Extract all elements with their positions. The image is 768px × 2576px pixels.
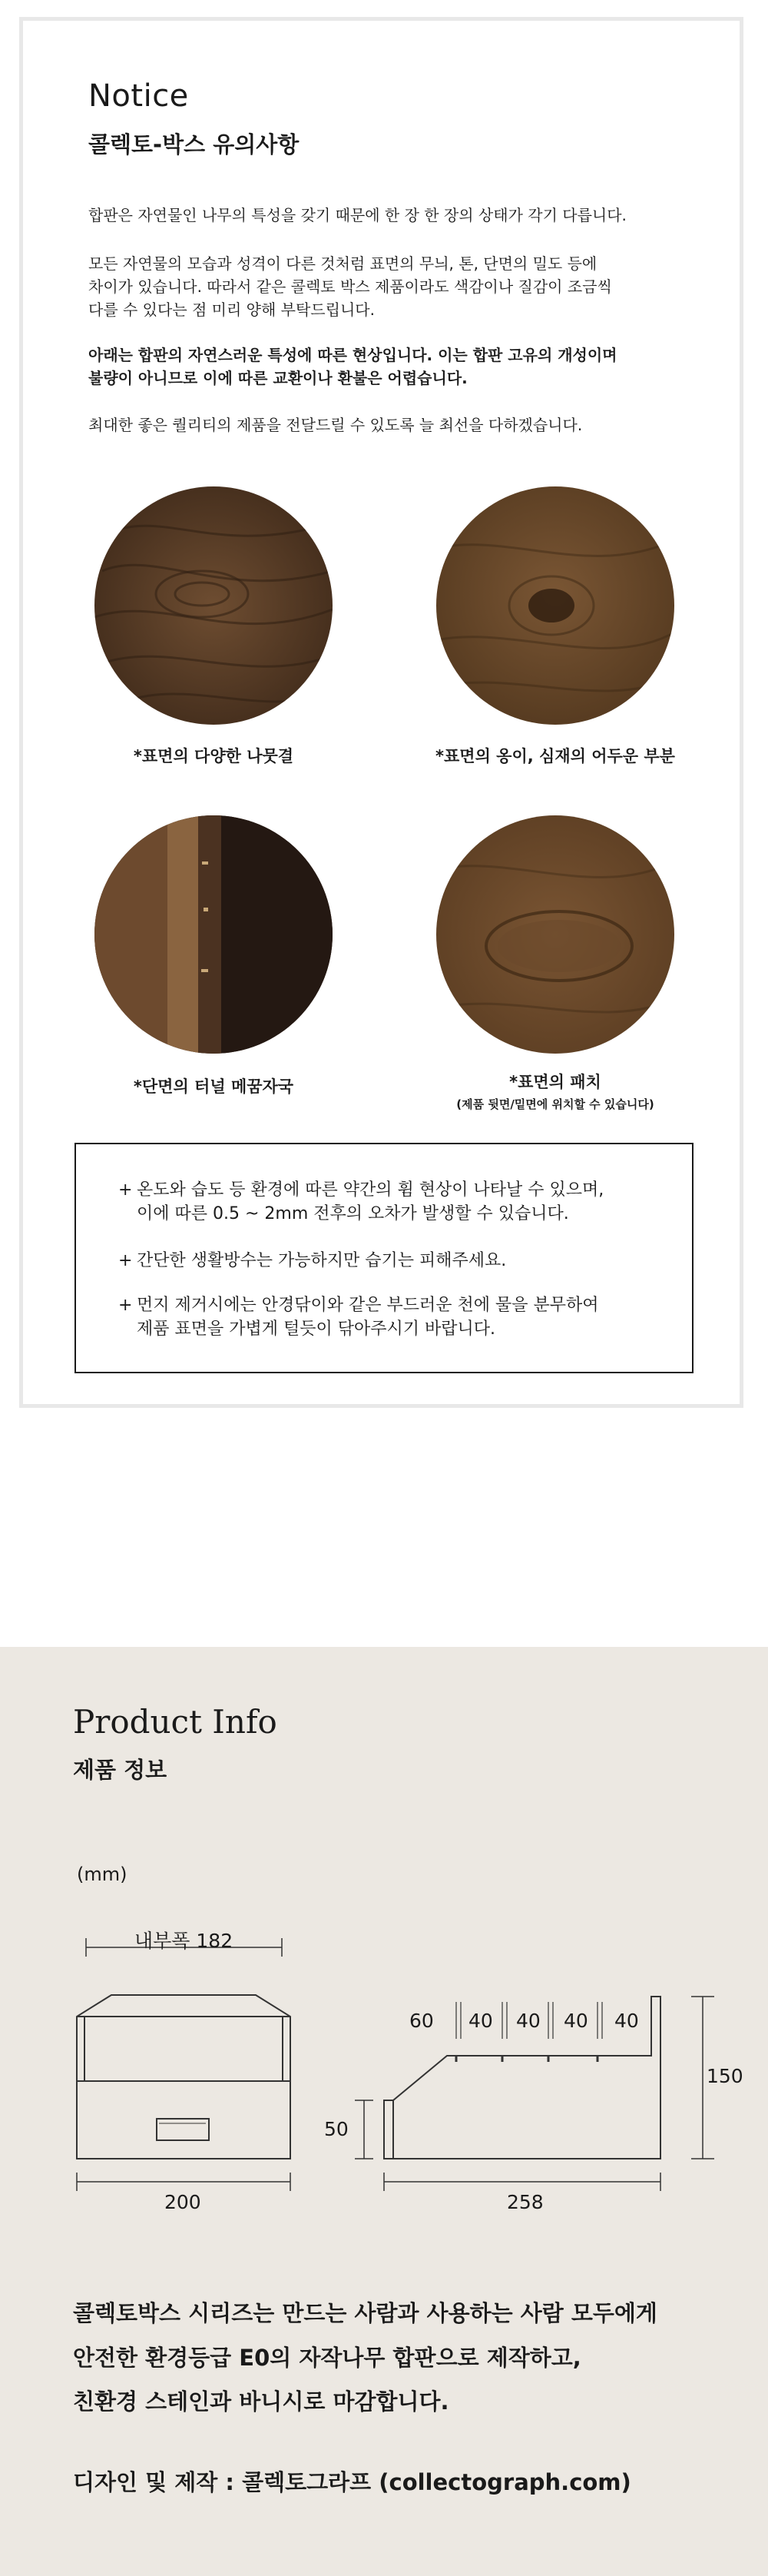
caption-edge-patch: *단면의 터널 메꿈자국 [133, 1077, 294, 1096]
description-line-3: 친환경 스테인과 바니시로 마감합니다. [73, 2388, 449, 2415]
description-line-1: 콜렉토박스 시리즈는 만드는 사람과 사용하는 사람 모두에게 [73, 2300, 657, 2326]
side-dim-40c: 40 [564, 2010, 588, 2032]
credit-line: 디자인 및 제작 : 콜렉토그라프 (collectograph.com) [73, 2469, 631, 2495]
depth-label: 258 [507, 2191, 544, 2213]
width-label: 200 [164, 2191, 201, 2213]
notice-subtitle: 콜렉토-박스 유의사항 [88, 131, 300, 158]
side-dim-60: 60 [409, 2010, 434, 2032]
plus-icon: + [118, 1251, 133, 1270]
caption-wood-knot: *표면의 옹이, 심재의 어두운 부분 [435, 747, 675, 765]
care-instructions-box [74, 1143, 694, 1373]
caption-patch-note: (제품 뒷면/밑면에 위치할 수 있습니다) [456, 1097, 654, 1111]
notice-paragraph-2: 모든 자연물의 모습과 성격이 다른 것처럼 표면의 무늬, 톤, 단면의 밀도 등에 차이가 있습니다. 따라서 같은 콜렉토 박스 제품이라도 색감이나 질감이 조금씩 다를 수 있다는 점 미리 양해 부탁드립니다. [88, 254, 612, 319]
notice-paragraph-3: 아래는 합판의 자연스러운 특성에 따른 현상입니다. 이는 합판 고유의 개성이며 불량이 아니므로 이에 따른 교환이나 환불은 어렵습니다. [88, 346, 617, 387]
info-subtitle: 제품 정보 [73, 1757, 167, 1783]
front-height-label: 50 [324, 2118, 349, 2140]
inner-width-label: 내부폭 182 [134, 1930, 233, 1952]
care-item-text: 온도와 습도 등 환경에 따른 약간의 휨 현상이 나타날 수 있으며, 이에 따른 0.5 ~ 2mm 전후의 오차가 발생할 수 있습니다. [137, 1180, 604, 1223]
notice-paragraph-1: 합판은 자연물인 나무의 특성을 갖기 때문에 한 장 한 장의 상태가 각기 다릅니다. [88, 206, 627, 224]
height-label: 150 [707, 2065, 743, 2087]
dimension-diagram [0, 1647, 768, 2576]
care-item-text: 먼지 제거시에는 안경닦이와 같은 부드러운 천에 물을 분무하여 제품 표면을 가볍게 털듯이 닦아주시기 바랍니다. [137, 1296, 599, 1339]
caption-wood-grain: *표면의 다양한 나뭇결 [133, 747, 294, 765]
wood-knot-image [436, 486, 674, 725]
plus-icon: + [118, 1180, 133, 1200]
caption-surface-patch: *표면의 패치 [509, 1073, 601, 1091]
wood-patch-image [436, 815, 674, 1054]
care-item [118, 1178, 604, 1226]
side-dim-40b: 40 [516, 2010, 541, 2032]
side-dim-40a: 40 [468, 2010, 493, 2032]
info-title: Product Info [73, 1703, 277, 1741]
product-info-section [0, 1647, 768, 2576]
box-front-outline [77, 1995, 290, 2159]
plus-icon: + [118, 1296, 133, 1315]
notice-title: Notice [88, 78, 189, 114]
care-item [118, 1293, 599, 1341]
care-item-text: 간단한 생활방수는 가능하지만 습기는 피해주세요. [137, 1251, 507, 1270]
notice-paragraph-4: 최대한 좋은 퀄리티의 제품을 전달드릴 수 있도록 늘 최선을 다하겠습니다. [88, 416, 583, 434]
unit-label: (mm) [77, 1864, 127, 1885]
care-item [118, 1249, 506, 1273]
wood-grain-image [94, 486, 333, 725]
description-line-2: 안전한 환경등급 E0의 자작나무 합판으로 제작하고, [73, 2345, 581, 2371]
wood-edge-image [94, 815, 333, 1054]
handle-slot [157, 2119, 209, 2140]
side-dim-40d: 40 [614, 2010, 639, 2032]
